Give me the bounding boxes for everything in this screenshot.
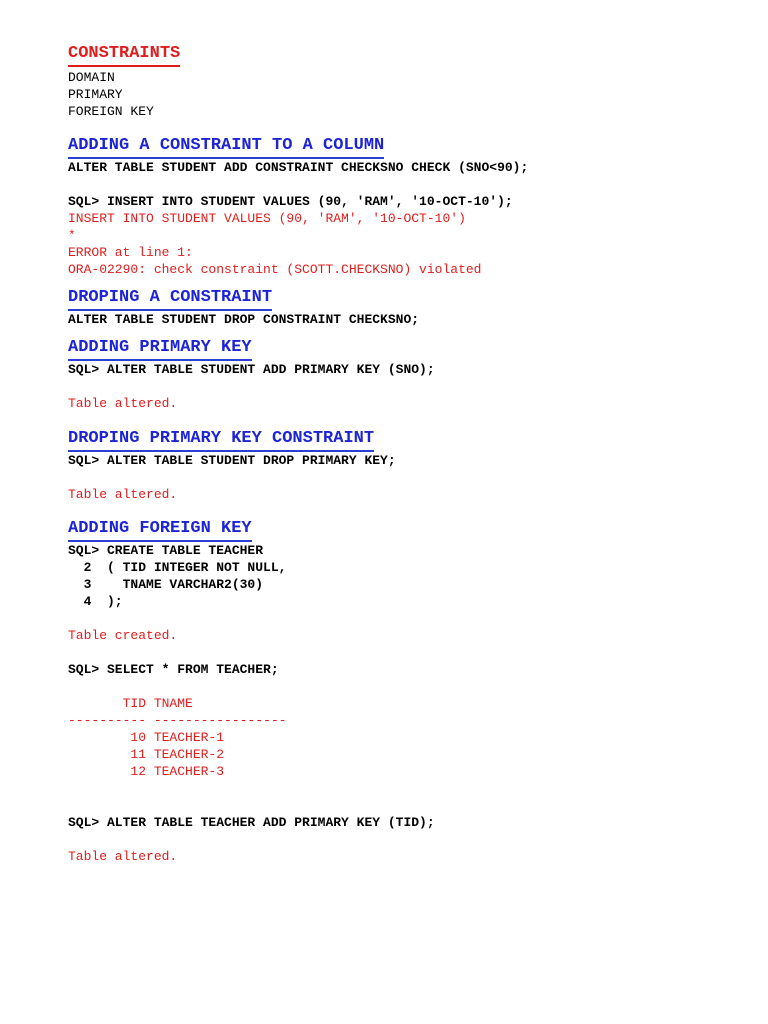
sql-alter-teacher: SQL> ALTER TABLE TEACHER ADD PRIMARY KEY (TID); — [68, 815, 435, 830]
sql-create-line: 3 TNAME VARCHAR2(30) — [68, 577, 264, 592]
constraint-type-foreign-key: FOREIGN KEY — [68, 104, 154, 119]
sql-create-line: SQL> CREATE TABLE TEACHER — [68, 543, 264, 558]
constraint-type-domain: DOMAIN — [68, 70, 115, 85]
result-table-altered: Table altered. — [68, 487, 178, 502]
sql-select-command: SQL> SELECT * FROM TEACHER; — [68, 662, 279, 677]
sql-drop-primary-key: SQL> ALTER TABLE STUDENT DROP PRIMARY KEY; — [68, 453, 396, 468]
sql-alter-check: ALTER TABLE STUDENT ADD CONSTRAINT CHECKSNO CHECK (SNO<90); — [68, 160, 529, 175]
sql-drop-constraint: ALTER TABLE STUDENT DROP CONSTRAINT CHECKSNO; — [68, 312, 420, 327]
result-table-altered: Table altered. — [68, 396, 178, 411]
result-separator: ---------- ----------------- — [68, 713, 287, 728]
result-row: 10 TEACHER-1 — [68, 730, 225, 745]
sql-insert-command: SQL> INSERT INTO STUDENT VALUES (90, 'RAM', '10-OCT-10'); — [68, 194, 513, 209]
heading-adding-primary-key: ADDING PRIMARY KEY — [68, 338, 252, 361]
result-table-created: Table created. — [68, 628, 178, 643]
sql-insert-echo: INSERT INTO STUDENT VALUES (90, 'RAM', '10-OCT-10') — [68, 211, 466, 226]
document-page — [68, 44, 748, 865]
result-row: 11 TEACHER-2 — [68, 747, 225, 762]
sql-create-line: 2 ( TID INTEGER NOT NULL, — [68, 560, 287, 575]
result-column-header: TID TNAME — [68, 696, 193, 711]
heading-droping-constraint: DROPING A CONSTRAINT — [68, 288, 272, 311]
error-line: ERROR at line 1: — [68, 245, 193, 260]
heading-constraints: CONSTRAINTS — [68, 44, 180, 67]
heading-droping-primary-key: DROPING PRIMARY KEY CONSTRAINT — [68, 429, 374, 452]
result-row: 12 TEACHER-3 — [68, 764, 225, 779]
ora-error-message: ORA-02290: check constraint (SCOTT.CHECKSNO) violated — [68, 262, 482, 277]
error-marker: * — [68, 228, 76, 243]
sql-add-primary-key: SQL> ALTER TABLE STUDENT ADD PRIMARY KEY (SNO); — [68, 362, 435, 377]
result-table-altered: Table altered. — [68, 849, 178, 864]
heading-adding-foreign-key: ADDING FOREIGN KEY — [68, 519, 252, 542]
heading-adding-constraint: ADDING A CONSTRAINT TO A COLUMN — [68, 136, 384, 159]
sql-create-line: 4 ); — [68, 594, 123, 609]
constraint-type-primary: PRIMARY — [68, 87, 123, 102]
